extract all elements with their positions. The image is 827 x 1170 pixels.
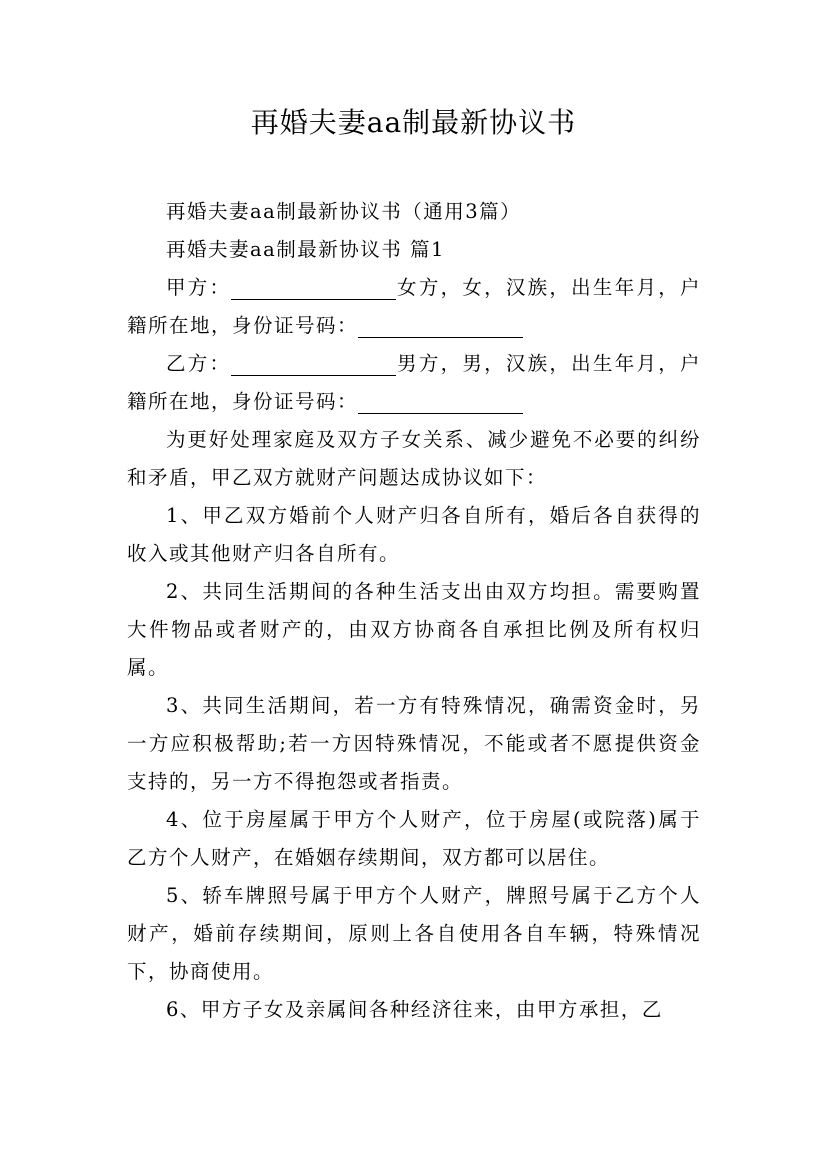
party-b-label: 乙方： [166, 352, 232, 375]
party-a-label: 甲方： [166, 276, 232, 299]
document-title: 再婚夫妻aa制最新协议书 [250, 106, 577, 139]
party-b-id-blank [358, 391, 523, 414]
clause-6: 6、甲方子女及亲属间各种经济往来，由甲方承担，乙 [166, 998, 663, 1021]
party-b-name-blank [231, 353, 396, 376]
section-heading: 再婚夫妻aa制最新协议书 篇1 [166, 238, 445, 261]
document-subtitle: 再婚夫妻aa制最新协议书（通用3篇） [166, 200, 522, 223]
party-a-id-blank [358, 315, 523, 338]
document-body [127, 193, 701, 1029]
party-b-desc: 男方，男，汉族，出生年月，户籍所在地，身份证号码： [127, 352, 701, 413]
clause-4: 4、位于房屋属于甲方个人财产，位于房屋(或院落)属于乙方个人财产，在婚姻存续期间，双方都可以居住。 [127, 808, 701, 869]
clause-3: 3、共同生活期间，若一方有特殊情况，确需资金时，另一方应积极帮助;若一方因特殊情况，不能或者不愿提供资金支持的，另一方不得抱怨或者指责。 [127, 694, 701, 793]
intro-paragraph: 为更好处理家庭及双方子女关系、减少避免不必要的纠纷和矛盾，甲乙双方就财产问题达成协议如下： [127, 428, 701, 489]
clause-2: 2、共同生活期间的各种生活支出由双方均担。需要购置大件物品或者财产的，由双方协商各自承担比例及所有权归属。 [127, 580, 701, 679]
clause-5: 5、轿车牌照号属于甲方个人财产，牌照号属于乙方个人财产，婚前存续期间，原则上各自使用各自车辆，特殊情况下，协商使用。 [127, 884, 701, 983]
clause-1: 1、甲乙双方婚前个人财产归各自所有，婚后各自获得的收入或其他财产归各自所有。 [127, 504, 701, 565]
party-b-line [127, 345, 701, 421]
party-a-desc: 女方，女，汉族，出生年月，户籍所在地，身份证号码： [127, 276, 701, 337]
party-a-name-blank [231, 277, 396, 300]
party-a-line [127, 269, 701, 345]
